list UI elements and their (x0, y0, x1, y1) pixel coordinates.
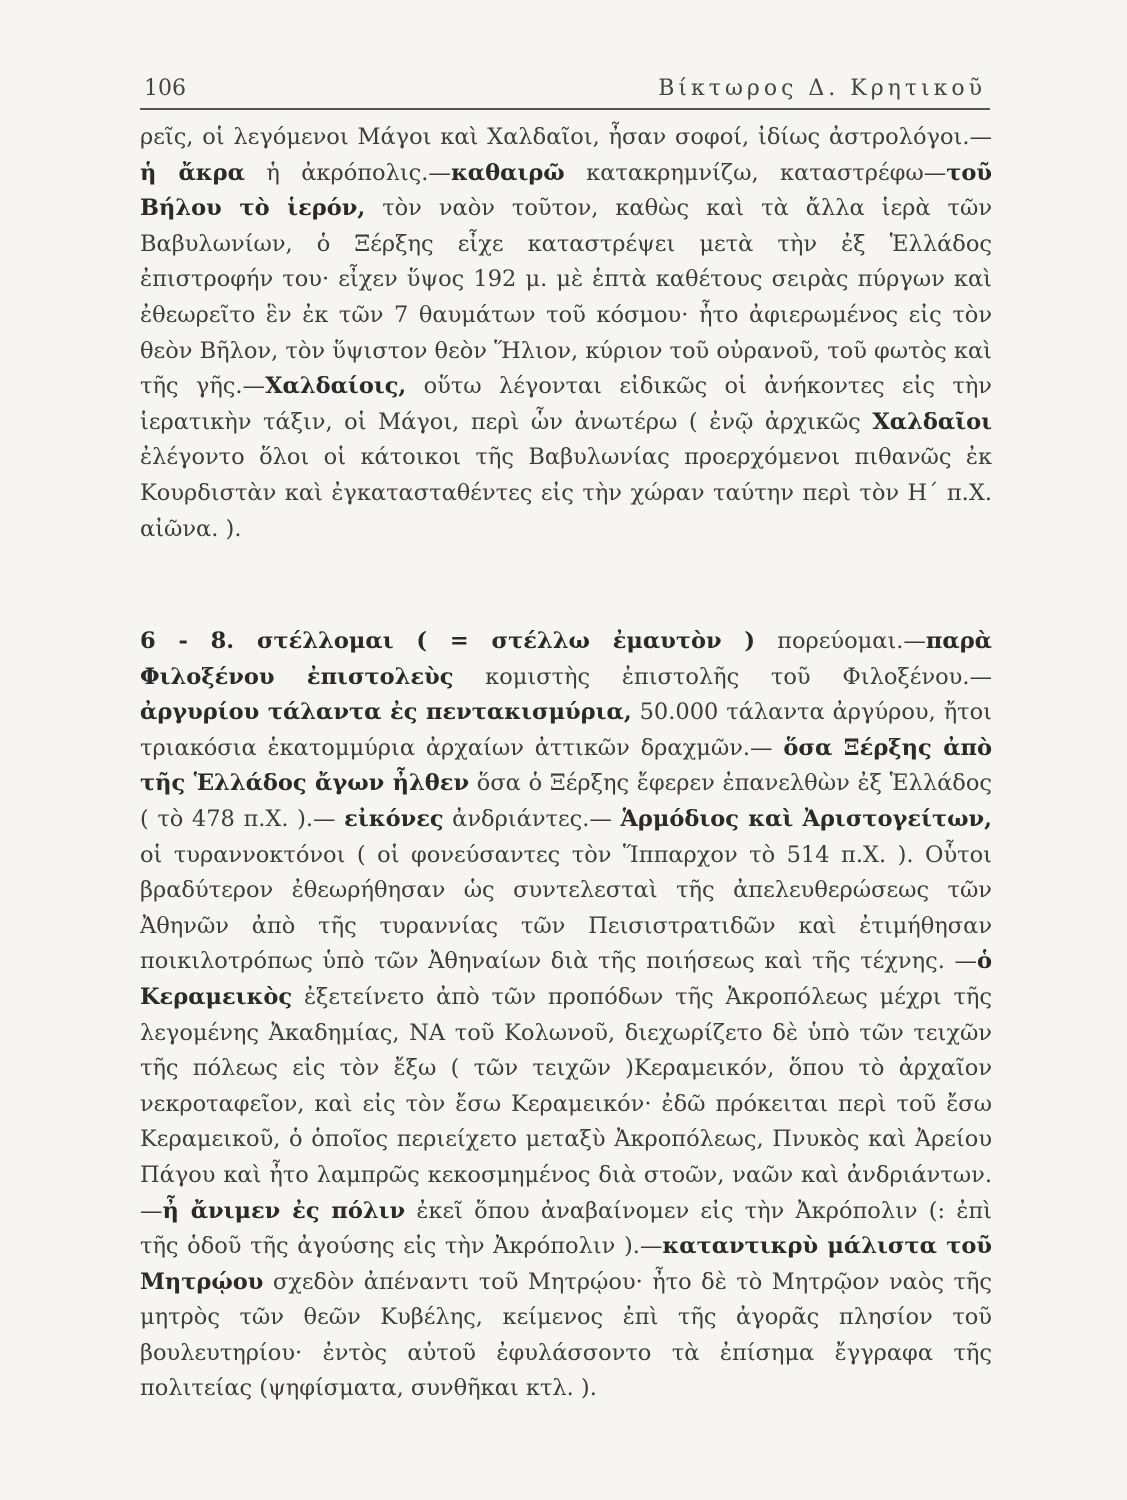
lemma-term: καθαιρῶ (450, 159, 565, 186)
commentary-paragraph-1 (140, 120, 992, 547)
lemma-term: ὁ Κεραμεικὸς (140, 948, 992, 1010)
running-title: Βίκτωρος Δ. Κρητικοῦ (658, 76, 986, 101)
commentary-text: κομιστὴς ἐπιστολῆς τοῦ Φιλοξένου.— (453, 663, 993, 690)
commentary-text: 50.000 τάλαντα ἀργύρου, ἤτοι τριακόσια ἑκατομμύρια ἀρχαίων ἀττικῶν δραχμῶν.— (140, 699, 992, 761)
commentary-paragraph-2 (140, 624, 992, 1407)
lemma-term: παρὰ Φιλοξένου ἐπιστολεὺς (140, 628, 992, 690)
commentary-text: ἡ ἀκρόπολις.— (244, 159, 451, 186)
commentary-text: σχεδὸν ἀπέναντι τοῦ Μητρῴου· ἦτο δὲ τὸ Μητρῷον ναὸς τῆς μητρὸς τῶν θεῶν Κυβέλης, κείμενος ἐπὶ τῆς ἀγορᾶς πλησίον τοῦ βουλευτηρίου· ἐντὸς αὐτοῦ ἐφυλάσσοντο τὰ ἐπίσημα ἔγγραφα τῆς πολιτείας (ψηφίσματα, συνθῆκαι κτλ. ). (140, 1268, 992, 1402)
lemma-term: Χαλδαῖοι (872, 408, 992, 435)
commentary-text: κατακρημνίζω, καταστρέφω— (564, 159, 947, 186)
commentary-text: ἀνδριάντες.— (443, 805, 621, 832)
lemma-term: ἦ ἄνιμεν ἐς πόλιν (162, 1197, 406, 1224)
commentary-text: πορεύομαι.— (755, 628, 926, 654)
commentary-text: οὕτω λέγονται εἰδικῶς οἱ ἀνήκοντες εἰς τὴν ἱερατικὴν τάξιν, οἱ Μάγοι, περὶ ὧν ἀνωτέρω ( ἐνῷ ἀρχικῶς (140, 373, 992, 435)
page-number: 106 (144, 76, 186, 101)
commentary-text: τὸν ναὸν τοῦτον, καθὼς καὶ τὰ ἄλλα ἱερὰ τῶν Βαβυλωνίων, ὁ Ξέρξης εἶχε καταστρέψει μετὰ τὴν ἐξ Ἑλλάδος ἐπιστροφήν του· εἶχεν ὕψος 192 μ. μὲ ἑπτὰ καθέτους σειρὰς πύργων καὶ ἐθεωρεῖτο ἓν ἐκ τῶν 7 θαυμάτων τοῦ κόσμου· ἦτο ἀφιερωμένος εἰς τὸν θεὸν Βῆλον, τὸν ὕψιστον θεὸν Ἥλιον, κύριον τοῦ οὐρανοῦ, τοῦ φωτὸς καὶ τῆς γῆς.— (140, 195, 992, 400)
commentary-text: ὅσα ὁ Ξέρξης ἔφερεν ἐπανελθὼν ἐξ Ἑλλάδος ( τὸ 478 π.Χ. ).— (140, 770, 992, 832)
lemma-term: τοῦ Βήλου τὸ ἱερόν, (140, 159, 992, 222)
lemma-term: 6 - 8. στέλλομαι ( = στέλλω ἐμαυτὸν ) (140, 628, 756, 654)
lemma-term: ἡ ἄκρα (140, 159, 245, 186)
commentary-text: ρεῖς, οἱ λεγόμενοι Μάγοι καὶ Χαλδαῖοι, ἦσαν σοφοί, ἰδίως ἀστρολόγοι.— (140, 124, 992, 150)
lemma-term: ὅσα Ξέρξης ἀπὸ τῆς Ἑλλάδος ἄγων ἦλθεν (140, 734, 992, 797)
page-header (140, 68, 990, 110)
lemma-term: Χαλδαίοις, (265, 373, 407, 400)
lemma-term: καταντικρὺ μάλιστα τοῦ Μητρῴου (140, 1233, 992, 1295)
commentary-text: οἱ τυραννοκτόνοι ( οἱ φονεύσαντες τὸν Ἵππαρχον τὸ 514 π.Χ. ). Οὗτοι βραδύτερον ἐθεωρήθησαν ὡς συντελεσταὶ τῆς ἀπελευθερώσεως τῶν Ἀθηνῶν ἀπὸ τῆς τυραννίας τῶν Πεισιστρατιδῶν καὶ ἐτιμήθησαν ποικιλοτρόπως ὑπὸ τῶν Ἀθηναίων διὰ τῆς ποιήσεως καὶ τῆς τέχνης. — (140, 841, 992, 975)
lemma-term: ἀργυρίου τάλαντα ἐς πεντακισμύρια, (140, 699, 632, 726)
lemma-term: εἰκόνες (344, 805, 444, 832)
commentary-text: ἐκεῖ ὅπου ἀναβαίνομεν εἰς τὴν Ἀκρόπολιν (: ἐπὶ τῆς ὁδοῦ τῆς ἀγούσης εἰς τὴν Ἀκρόπολιν ).— (140, 1197, 993, 1260)
commentary-text: ἐλέγοντο ὅλοι οἱ κάτοικοι τῆς Βαβυλωνίας προερχόμενοι πιθανῶς ἐκ Κουρδιστὰν καὶ ἐγκατασταθέντες εἰς τὴν χώραν ταύτην περὶ τὸν Η΄ π.Χ. αἰῶνα. ). (140, 444, 992, 542)
commentary-text: ἐξετείνετο ἀπὸ τῶν προπόδων τῆς Ἀκροπόλεως μέχρι τῆς λεγομένης Ἀκαδημίας, ΝΑ τοῦ Κολωνοῦ, διεχωρίζετο δὲ ὑπὸ τῶν τειχῶν τῆς πόλεως εἰς τὸν ἔξω ( τῶν τειχῶν )Κεραμεικόν, ὅπου τὸ ἀρχαῖον νεκροταφεῖον, καὶ εἰς τὸν ἔσω Κεραμεικόν· ἐδῶ πρόκειται περὶ τοῦ ἔσω Κεραμεικοῦ, ὁ ὁποῖος περιείχετο μεταξὺ Ἀκροπόλεως, Πνυκὸς καὶ Ἀρείου Πάγου καὶ ἦτο λαμπρῶς κεκοσμημένος διὰ στοῶν, ναῶν καὶ ἀνδριάντων.— (140, 983, 992, 1224)
lemma-term: Ἁρμόδιος καὶ Ἀριστογείτων, (620, 805, 992, 832)
